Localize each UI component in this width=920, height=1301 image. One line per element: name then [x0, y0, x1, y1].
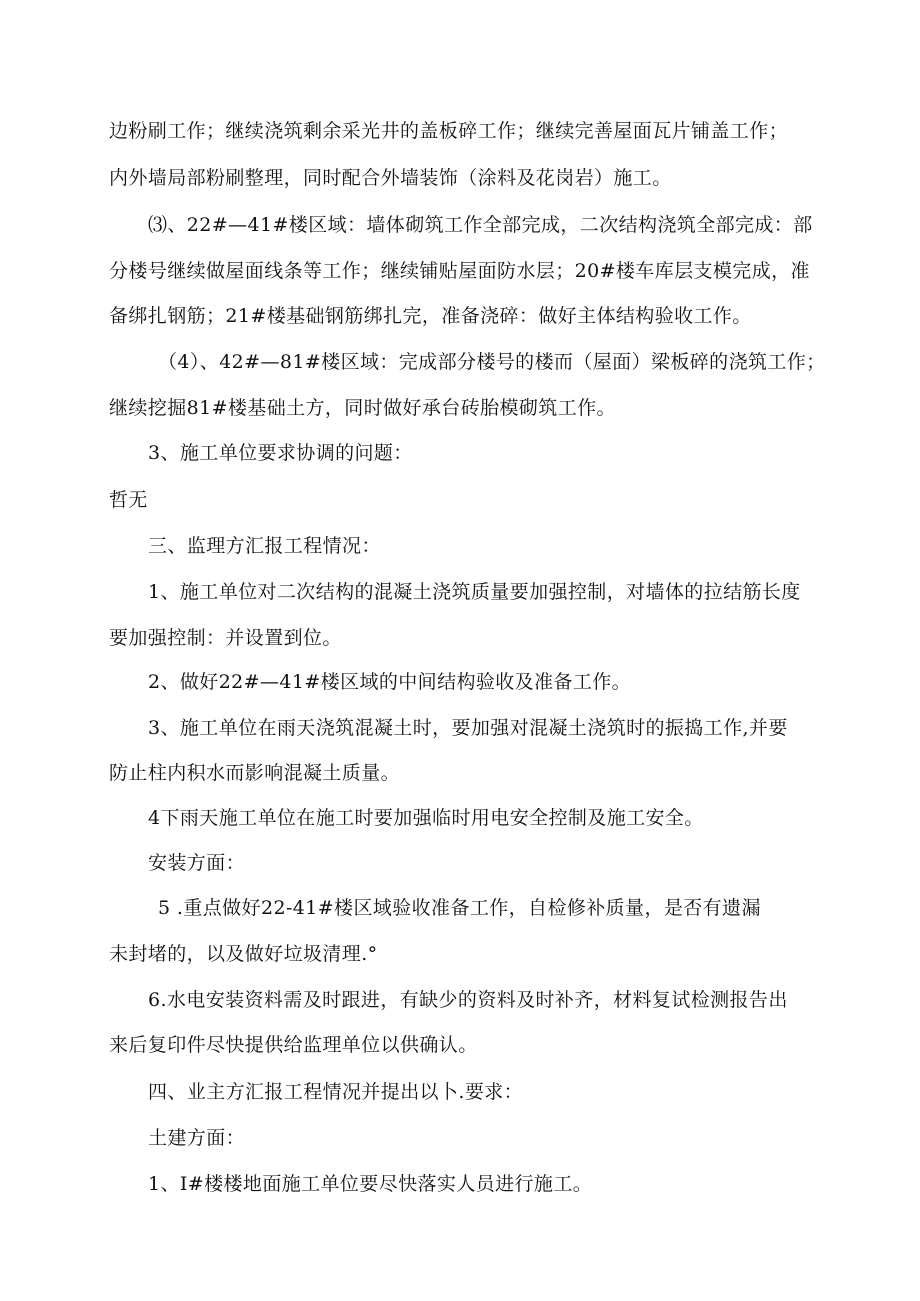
text-line: 2、做好22#—41#楼区域的中间结构验收及准备工作。 — [148, 671, 632, 693]
text-line: （4）、42#—81#楼区域：完成部分楼号的楼而（屋面）梁板碎的浇筑工作； — [158, 351, 826, 373]
text-line: 5 .重点做好22-41#楼区域验收准备工作，自检修补质量，是否有遗漏 — [158, 897, 761, 919]
text-line: 备绑扎钢筋；21#楼基础钢筋绑扎完，准备浇碎：做好主体结构验收工作。 — [109, 305, 752, 327]
text-line: 哲无 — [109, 489, 148, 511]
section-heading: 四、业主方汇报工程情况并提出以卜.要求： — [148, 1081, 524, 1103]
text-line: 边粉刷工作；继续浇筑剩余采光井的盖板碎工作；继续完善屋面瓦片铺盖工作； — [109, 120, 789, 142]
text-line: 继续挖掘81#楼基础土方，同时做好承台砖胎模砌筑工作。 — [109, 397, 616, 419]
text-line: 分楼号继续做屋面线条等工作；继续铺贴屋面防水层；20#楼车库层支模完成，准 — [109, 260, 810, 282]
text-line: 防止柱内积水而影响混凝土质量。 — [109, 762, 401, 784]
text-line: 1、施工单位对二次结构的混凝土浇筑质量要加强控制，对墙体的拉结筋长度 — [148, 581, 801, 603]
text-line: 4下雨天施工单位在施工时要加强临时用电安全控制及施工安全。 — [148, 807, 704, 829]
section-heading: 安装方面： — [148, 852, 246, 874]
section-heading: 3、施工单位要求协调的问题： — [148, 442, 413, 464]
section-heading: 土建方面： — [148, 1127, 246, 1149]
text-line: 6.水电安装资料需及时跟进，有缺少的资料及时补齐，材料复试检测报告出 — [148, 989, 788, 1011]
text-line: 3、施工单位在雨天浇筑混凝土时，要加强对混凝土浇筑时的振捣工作,并要 — [148, 717, 788, 739]
text-line: 来后复印件尽快提供给监理单位以供确认。 — [109, 1034, 478, 1056]
text-line: ⑶、22#—41#楼区域：墙体砌筑工作全部完成，二次结构浇筑全部完成：部 — [148, 214, 813, 236]
section-heading: 三、监理方汇报工程情况： — [148, 535, 381, 557]
text-line: 1、I#楼楼地面施工单位要尽快落实人员进行施工。 — [148, 1173, 593, 1195]
text-line: 内外墙局部粉刷整理，同时配合外墙装饰（涂料及花岗岩）施工。 — [109, 167, 672, 189]
text-line: 要加强控制：并设置到位。 — [109, 627, 342, 649]
text-line: 未封堵的，以及做好垃圾清理.° — [109, 943, 378, 965]
